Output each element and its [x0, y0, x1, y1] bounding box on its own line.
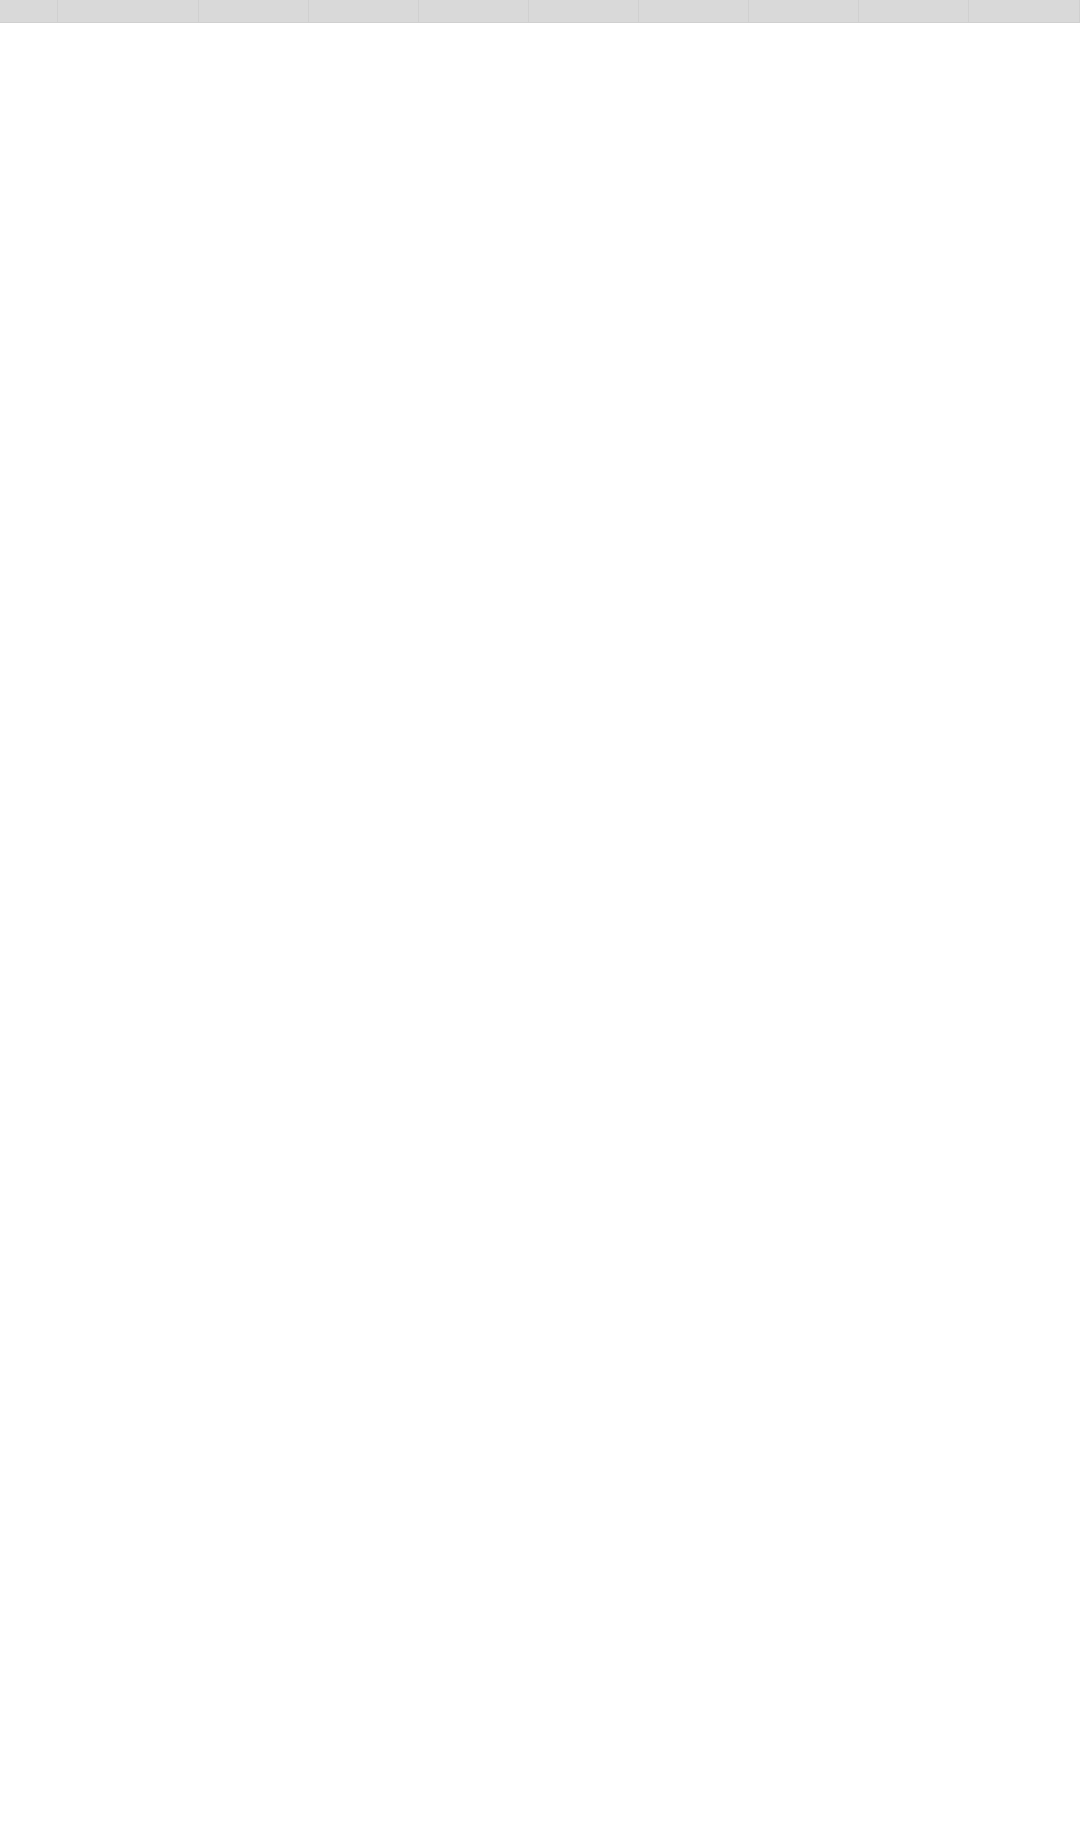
header-position[interactable]: [0, 0, 58, 23]
header-may[interactable]: [419, 0, 529, 23]
header-april[interactable]: [309, 0, 419, 23]
header-total-points[interactable]: [969, 0, 1080, 23]
header-june[interactable]: [529, 0, 639, 23]
header-name-column[interactable]: [58, 0, 199, 23]
header-row: [0, 0, 1080, 23]
header-september[interactable]: [859, 0, 969, 23]
header-august[interactable]: [749, 0, 859, 23]
header-july[interactable]: [639, 0, 749, 23]
header-march[interactable]: [199, 0, 309, 23]
